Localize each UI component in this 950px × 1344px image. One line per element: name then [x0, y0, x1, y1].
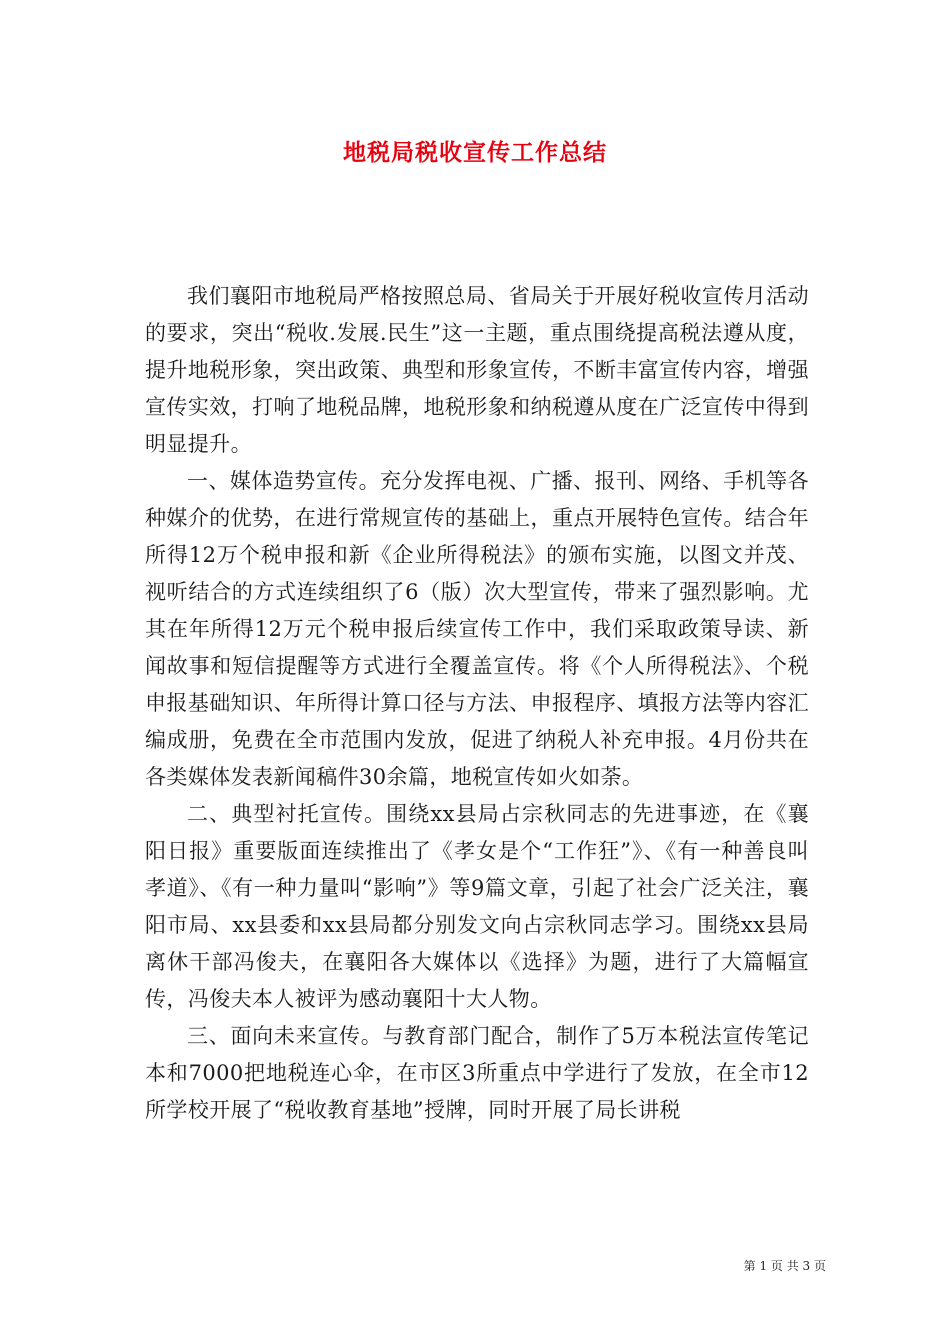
paragraph-typical-promotion: 二、典型衬托宣传。围绕xx县局占宗秋同志的先进事迹，在《襄阳日报》重要版面连续推出了《孝女是个“工作狂”》、《有一种善良叫孝道》、《有一种力量叫“影响”》等9篇文章，引起了社会广泛关注，襄阳市局、xx县委和xx县局都分别发文向占宗秋同志学习。围绕xx县局离休干部冯俊夫，在襄阳各大媒体以《选择》为题，进行了大篇幅宣传，冯俊夫本人被评为感动襄阳十大人物。	[145, 802, 809, 1011]
page-number: 第 1 页 共 3 页	[743, 1259, 826, 1273]
document-body	[145, 278, 809, 1129]
document-title: 地税局税收宣传工作总结	[343, 140, 607, 166]
paragraph-media-promotion: 一、媒体造势宣传。充分发挥电视、广播、报刊、网络、手机等各种媒介的优势，在进行常规宣传的基础上，重点开展特色宣传。结合年所得12万个税申报和新《企业所得税法》的颁布实施，以图文并茂、视听结合的方式连续组织了6（版）次大型宣传，带来了强烈影响。尤其在年所得12万元个税申报后续宣传工作中，我们采取政策导读、新闻故事和短信提醒等方式进行全覆盖宣传。将《个人所得税法》、个税申报基础知识、年所得计算口径与方法、申报程序、填报方法等内容汇编成册，免费在全市范围内发放，促进了纳税人补充申报。4月份共在各类媒体发表新闻稿件30余篇，地税宣传如火如荼。	[145, 469, 809, 789]
paragraph-future-promotion: 三、面向未来宣传。与教育部门配合，制作了5万本税法宣传笔记本和7000把地税连心伞，在市区3所重点中学进行了发放，在全市12所学校开展了“税收教育基地”授牌，同时开展了局长讲税	[145, 1024, 809, 1122]
paragraph-intro: 我们襄阳市地税局严格按照总局、省局关于开展好税收宣传月活动的要求，突出“税收.发展.民生”这一主题，重点围绕提高税法遵从度，提升地税形象，突出政策、典型和形象宣传，不断丰富宣传内容，增强宣传实效，打响了地税品牌，地税形象和纳税遵从度在广泛宣传中得到明显提升。	[145, 284, 809, 456]
